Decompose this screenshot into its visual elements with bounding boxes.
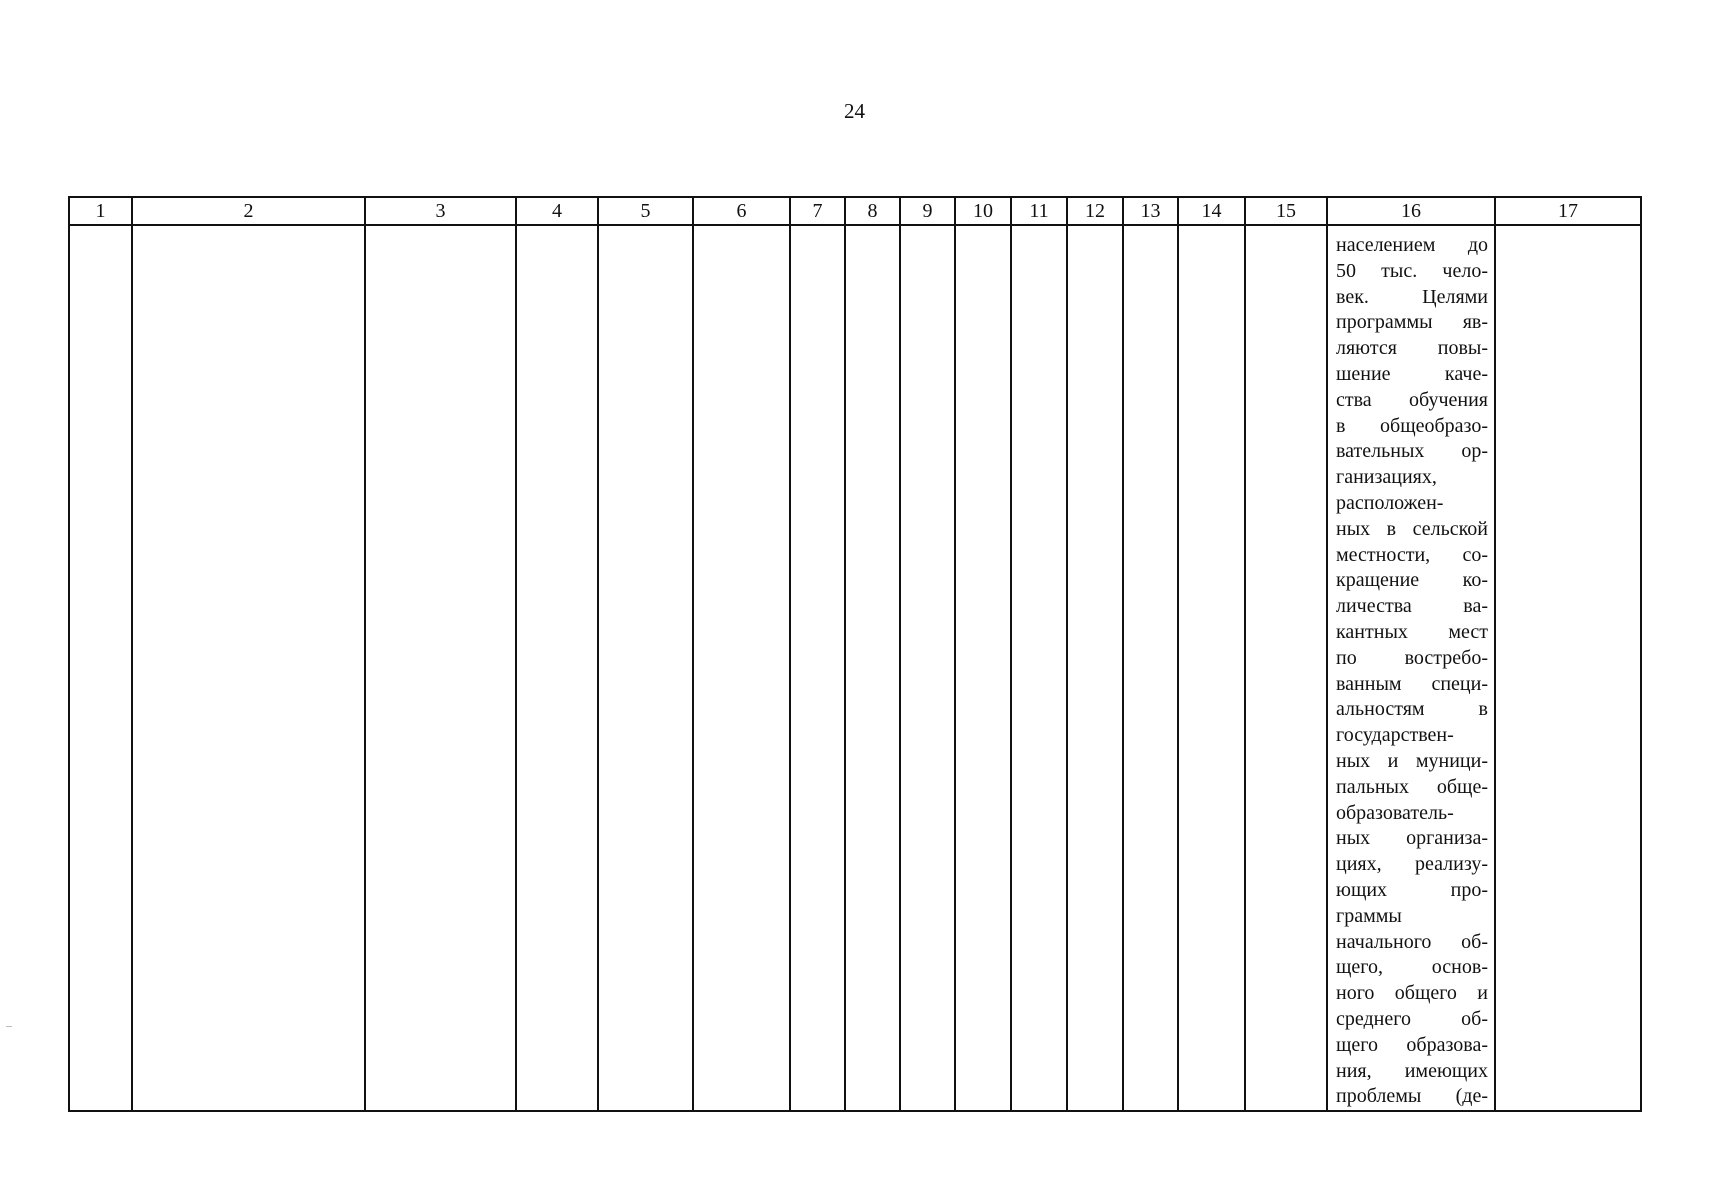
table-cell-14 [1178,225,1245,1111]
table-cell-7 [790,225,845,1111]
table-cell-16 [1327,225,1495,1111]
column-header-2: 2 [132,197,365,225]
column-header-5: 5 [598,197,693,225]
text-line: век. Целями [1336,285,1488,308]
text-line: кращение ко- [1336,569,1488,592]
table-cell-13 [1123,225,1178,1111]
text-line: щего образова- [1336,1033,1488,1056]
column-header-1: 1 [69,197,132,225]
text-line: образователь- [1336,801,1454,824]
table-cell-10 [955,225,1011,1111]
column-header-12: 12 [1067,197,1123,225]
text-line: начального об- [1336,930,1488,953]
table-row [69,225,1641,1111]
text-line: ного общего и [1336,982,1488,1005]
table-cell-2 [132,225,365,1111]
text-line: программы яв- [1336,311,1488,334]
text-line: расположен- [1336,491,1444,514]
table-cell-15 [1245,225,1327,1111]
text-line: в общеобразо- [1336,414,1488,437]
table-cell-12 [1067,225,1123,1111]
text-line: государствен- [1336,724,1454,747]
column-header-9: 9 [900,197,955,225]
header-row [69,197,1641,225]
text-line: ганизациях, [1336,466,1437,489]
table-cell-5 [598,225,693,1111]
text-line: ных организа- [1336,827,1488,850]
program-description-text [1328,226,1494,1110]
column-header-3: 3 [365,197,516,225]
column-header-8: 8 [845,197,900,225]
table-cell-6 [693,225,790,1111]
text-line: местности, со- [1336,543,1488,566]
column-header-13: 13 [1123,197,1178,225]
page-number: 24 [844,99,865,123]
text-line: 50 тыс. чело- [1336,259,1488,282]
column-header-4: 4 [516,197,598,225]
column-header-15: 15 [1245,197,1327,225]
text-line: циях, реализу- [1336,853,1488,876]
column-header-16: 16 [1327,197,1495,225]
column-header-6: 6 [693,197,790,225]
text-line: ных и муници- [1336,749,1488,772]
column-header-17: 17 [1495,197,1641,225]
text-line: щего, основ- [1336,956,1488,979]
text-line: пальных обще- [1336,775,1488,798]
text-line: альностям в [1336,698,1488,721]
text-line: личества ва- [1336,595,1488,618]
column-header-11: 11 [1011,197,1067,225]
text-line: ванным специ- [1336,672,1488,695]
table-cell-11 [1011,225,1067,1111]
column-header-7: 7 [790,197,845,225]
text-line: ных в сельской [1336,517,1488,540]
text-line: проблемы (де- [1336,1085,1488,1108]
text-line: ства обучения [1336,388,1488,411]
text-line: кантных мест [1336,620,1488,643]
text-line: ющих про- [1336,878,1488,901]
text-line: ляются повы- [1336,337,1488,360]
text-line: ния, имеющих [1336,1059,1488,1082]
column-header-14: 14 [1178,197,1245,225]
text-line: граммы [1336,904,1402,927]
scan-artifact [6,1026,12,1027]
table-cell-3 [365,225,516,1111]
text-line: среднего об- [1336,1007,1488,1030]
table-cell-17 [1495,225,1641,1111]
text-line: по востребо- [1336,646,1488,669]
text-line: вательных ор- [1336,440,1488,463]
data-table [68,196,1642,1112]
table-cell-4 [516,225,598,1111]
table-cell-8 [845,225,900,1111]
column-header-10: 10 [955,197,1011,225]
text-line: шение каче- [1336,362,1488,385]
table-cell-9 [900,225,955,1111]
text-line: населением до [1336,234,1488,256]
table-cell-1 [69,225,132,1111]
